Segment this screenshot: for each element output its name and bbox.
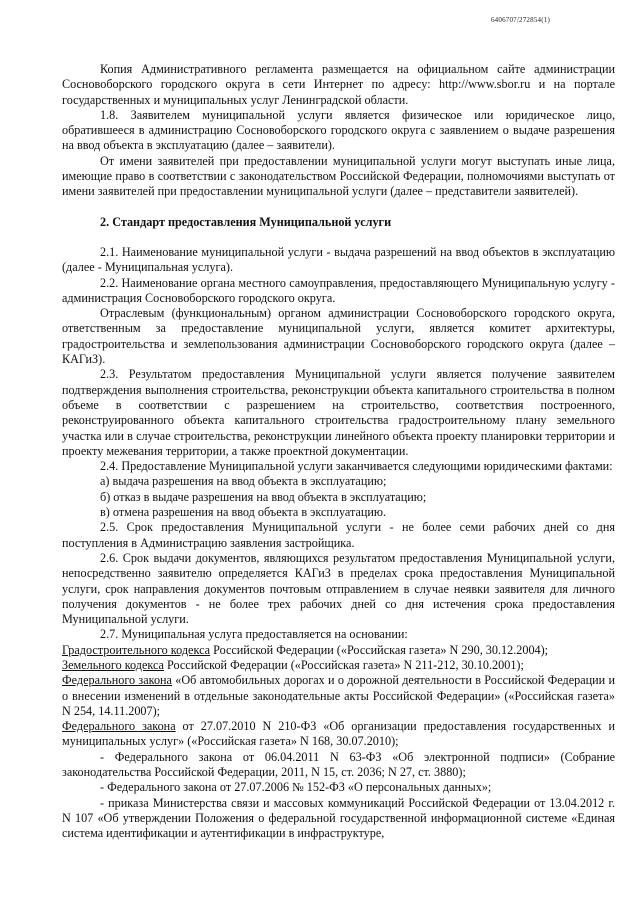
order-107-item: - приказа Министерства связи и массовых коммуникаций Российской Федерации от 13.04.2012 г. N 107 «Об утверждении Положения о федеральной государственной информационной системе «Единая система идентификации и аутентификации в инфраструктуре,: [62, 795, 615, 841]
law-link[interactable]: Федерального закона: [62, 719, 176, 734]
law-link[interactable]: Федерального закона: [62, 673, 172, 688]
list-item-2-4-b: б) отказ в выдаче разрешения на ввод объекта в эксплуатацию;: [100, 489, 427, 504]
law-152fz-item: - Федерального закона от 27.07.2006 № 152-ФЗ «О персональных данных»;: [100, 780, 492, 795]
law-description: Российской Федерации («Российская газета» N 211-212, 30.10.2001);: [163, 657, 524, 672]
paragraph-2-3: 2.3. Результатом предоставления Муниципальной услуги является получение заявителем подтверждения выполнения строительства, реконструкции объекта капитального строительства в полном объеме в соответствии с разрешением на строительство, соответствия построенного, реконструированного объекта капитального строительства градостроительному плану земельного участка или в случае строительства, реконструкции линейного объекта проекту планировки территории и проекту межевания территории, а также проектной документации.: [62, 367, 615, 458]
list-item-2-4-c: в) отмена разрешения на ввод объекта в эксплуатацию.: [100, 505, 387, 520]
document-id: 6406707/272854(1): [490, 16, 550, 24]
paragraph-representatives: От имени заявителей при предоставлении муниципальной услуги могут выступать иные лица, имеющие право в соответствии с законодательством Российской Федерации, полномочиями выступать от имени заявителей при предоставлении муниципальной услуги (далее – представители заявителей).: [62, 153, 615, 199]
law-63fz-item: - Федерального закона от 06.04.2011 N 63-ФЗ «Об электронной подписи» (Собрание законодательства Российской Федерации, 2011, N 15, ст. 2036; N 27, ст. 3880);: [62, 749, 615, 780]
list-item-2-4-a: а) выдача разрешения на ввод объекта в эксплуатацию;: [100, 474, 387, 489]
legal-basis-item: [62, 643, 615, 658]
law-link[interactable]: Градостроительного кодекса: [62, 642, 211, 657]
law-description: от 27.07.2010 N 210-ФЗ «Об организации предоставления государственных и муниципальных услуг» («Российская газета» N 168, 30.07.2010);: [62, 719, 615, 749]
paragraph-copy-notice: Копия Административного регламента размещается на официальном сайте администрации Сосновоборского городского округа в сети Интернет по адресу: http://www.sbor.ru и на портале государственных и муниципальных услуг Ленинградской области.: [62, 62, 615, 107]
legal-basis-item: [62, 658, 615, 673]
paragraph-2-6: 2.6. Срок выдачи документов, являющихся результатом предоставления Муниципальной услуги, непосредственно заявителю определяется КАГиЗ в пределах срока предоставления Муниципальной услуги, срок направления документов почтовым отправлением в случае неявки заявителя для личного получения документов - не более трех рабочих дней со дня истечения срока предоставления Муниципальной услуги.: [62, 550, 615, 627]
paragraph-2-1: 2.1. Наименование муниципальной услуги - выдача разрешений на ввод объектов в эксплуатацию (далее - Муниципальная услуга).: [62, 244, 615, 275]
paragraph-2-2: 2.2. Наименование органа местного самоуправления, предоставляющего Муниципальную услугу - администрация Сосновоборского городского округа.: [62, 275, 615, 305]
law-description: «Об автомобильных дорогах и о дорожной деятельности в Российской Федерации и о внесении изменений в отдельные законодательные акты Российской Федерации» («Российская газета» N 254, 14.11.2007);: [62, 673, 615, 718]
paragraph-1-8: 1.8. Заявителем муниципальной услуги является физическое или юридическое лицо, обратившееся в администрацию Сосновоборского городского округа с заявлением о выдаче разрешения на ввод объекта в эксплуатацию (далее – заявители).: [62, 107, 615, 153]
paragraph-2-7: 2.7. Муниципальная услуга предоставляется на основании:: [100, 627, 408, 642]
section-heading: 2. Стандарт предоставления Муниципальной услуги: [100, 214, 392, 229]
law-description: Российской Федерации («Российская газета» N 290, 30.12.2004);: [210, 642, 549, 657]
legal-basis-item: [62, 719, 615, 750]
paragraph-2-4: 2.4. Предоставление Муниципальной услуги заканчивается следующими юридическими фактами:: [100, 459, 613, 474]
law-link[interactable]: Земельного кодекса: [62, 657, 164, 672]
document-body: [62, 62, 615, 842]
legal-basis-item: [62, 673, 615, 719]
paragraph-responsible-body: Отраслевым (функциональным) органом администрации Сосновоборского городского округа, ответственным за предоставление муниципальной услуги, является комитет архитектуры, градостроительства и землепользования администрации Сосновоборского городского округа (далее – КАГиЗ).: [62, 306, 615, 367]
paragraph-2-5: 2.5. Срок предоставления Муниципальной услуги - не более семи рабочих дней со дня поступления в Администрацию заявления застройщика.: [62, 520, 615, 550]
